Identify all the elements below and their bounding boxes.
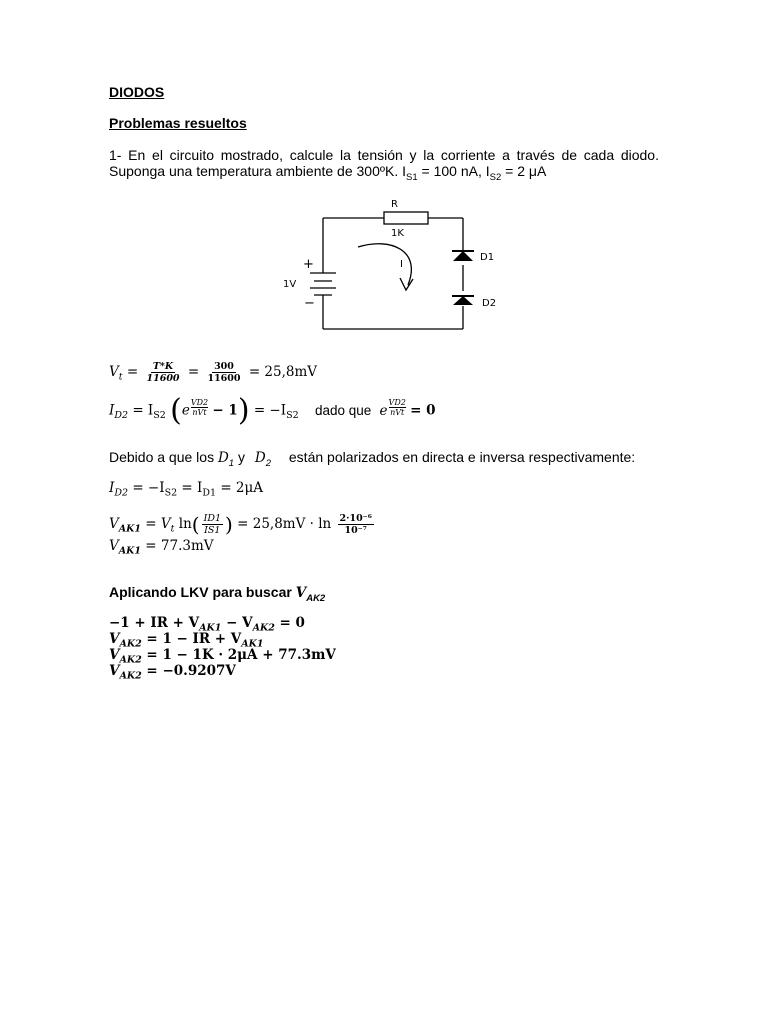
source-value: 1V xyxy=(283,279,297,290)
equation-id2: $I_{D2} = I_{S2}$ (e VD2 nVt − $1) = -I_{S2}$ dado que e VD2 nVt = 0 xyxy=(109,393,436,428)
lkv-line-3: $V_{AK2} = 1 - 1K \cdot 2\mu A + 77.3mV$ xyxy=(109,647,336,666)
document-title: DIODOS xyxy=(109,84,165,100)
section-title: Problemas resueltos xyxy=(109,115,247,131)
circuit-diagram xyxy=(270,195,520,337)
equation-id2-id1: $I_{D2} = -I_{S2} = I_{D1} = 2\mu A$ xyxy=(109,480,264,499)
lkv-line-4: $V_{AK2} = -0.9207V$ xyxy=(109,663,236,682)
diode-d1-label: D1 xyxy=(480,252,495,263)
source-minus: − xyxy=(304,296,315,311)
current-label: I xyxy=(400,259,403,270)
equation-vak1: $V_{AK1} = V_t$ ln( $\frac{ID1}{IS1}$ ) = 25,8mV · ln $\frac{\text{2·10⁻⁶}}{\text{10⁻⁷}}$ xyxy=(109,512,372,537)
equation-vt: $V_t$ = $\frac{T*K}{11600}$ = $\frac{300}{11600}$ = 25,8mV xyxy=(109,361,318,384)
current-arrow xyxy=(358,244,411,285)
lkv-line-1: −1 + IR + $V_{AK1} - V_{AK2} = 0$ xyxy=(109,615,305,634)
problem-line-1: 1- En el circuito mostrado, calcule la tensión y la corriente a través de cada diodo. xyxy=(109,147,659,163)
debido-sentence: Debido a que los $D_1$ y $D_2$ están polarizados en directa e inversa respectivamente: xyxy=(109,449,636,469)
diode-d2-symbol xyxy=(453,296,473,305)
diode-d2-label: D2 xyxy=(482,298,497,309)
resistor-symbol xyxy=(384,212,428,224)
resistor-label: R xyxy=(391,199,398,210)
equation-vak1-result: $V_{AK1} = 77.3mV$ xyxy=(109,538,214,557)
source-plus: + xyxy=(303,257,314,272)
diode-d1-symbol xyxy=(453,251,473,261)
lkv-heading: Aplicando LKV para buscar $V_{AK2}$ xyxy=(109,584,326,604)
problem-line-2: Suponga una temperatura ambiente de 300ºK. $I_{S1} = 100$ nA, $I_{S2} = 2$ μA xyxy=(109,163,547,183)
resistor-value: 1K xyxy=(391,228,404,239)
lkv-line-2: $V_{AK2} = 1$ − IR + $V_{AK1}$ xyxy=(109,631,264,650)
